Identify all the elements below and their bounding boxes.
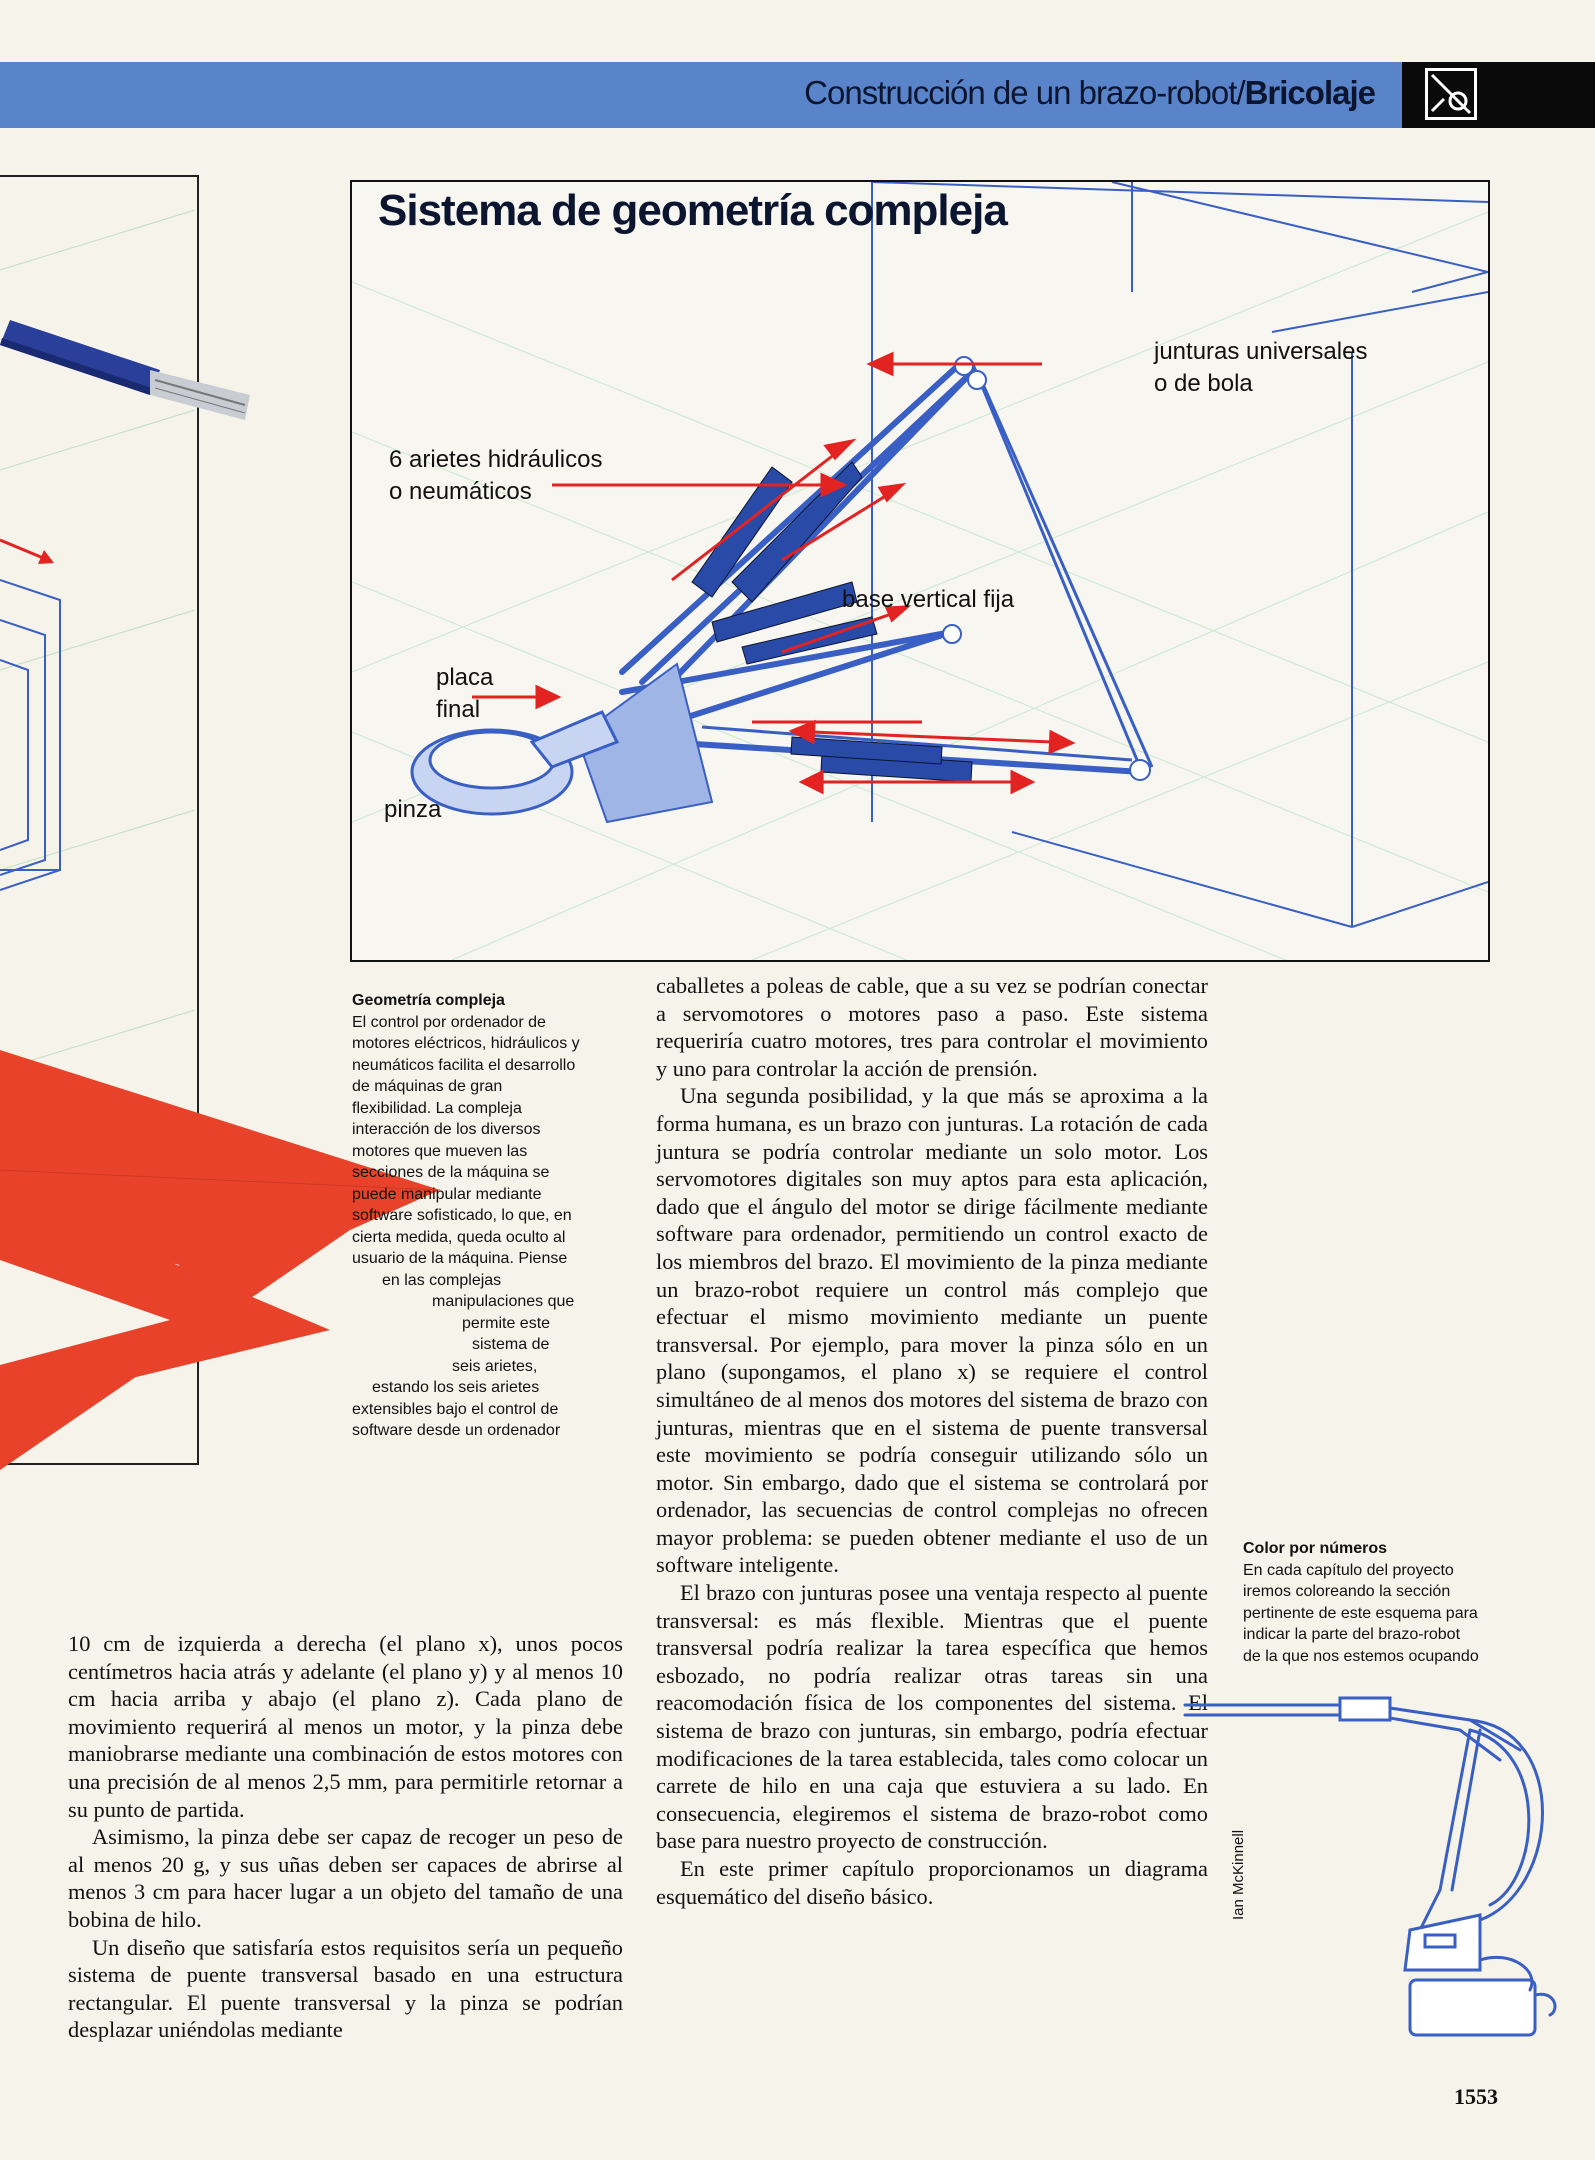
label-joints: junturas universales o de bola (1154, 338, 1368, 397)
pen-icon (0, 320, 250, 420)
section-logo-icon (1425, 68, 1477, 120)
figure-title: Sistema de geometría compleja (378, 186, 1007, 235)
right-column-text: caballetes a poleas de cable, que a su vez se podrían conectar a servomotores o motores paso a paso. Este sistema requeriría cuatro motores, tres para controlar el movimiento y uno para controlar la acción de prensión. Una segunda posibilidad, y la que más se aproxima a la forma humana, es un brazo con junturas. La rotación de cada juntura se podría controlar mediante un solo motor. Los servomotores digitales son muy aptos para esta aplicación, dado que el ángulo del motor se dirige fácilmente mediante software para ordenador, permitiendo un control exacto de los miembros del brazo. El movimiento de la pinza mediante un brazo-robot requiere un control más complejo que efectuar el mismo movimiento mediante un puente transversal. Por ejemplo, para mover la pinza sólo en un plano (supongamos, el plano x) se requiere el control simultáneo de al menos dos motores del sistema de brazo con junturas, mientras que en el sistema de puente transversal este movimiento se podría conseguir utilizando sólo un motor. Sin embargo, dado que el sistema se controlará por ordenador, las secuencias de control complejas no ofrecen mayor problema: se pueden obtener mediante el uso de un software inteligente. El brazo con junturas posee una ventaja respecto al puente transversal: es más flexible. Mientras que el puente transversal podría realizar la tarea específica que hemos esbozado, no podría realizar otras tareas sin una reacomodación física de los componentes del sistema. El sistema de brazo con junturas, sin embargo, podría efectuar modificaciones de la tarea establecida, tales como colocar un carrete de hilo en una caja que estuviera a su lado. En consecuencia, elegiremos el sistema de brazo-robot como base para nuestro proyecto de construcción. En este primer capítulo proporcionamos un diagrama esquemático del diseño básico. (656, 973, 1208, 1909)
label-end-plate: placa final (436, 664, 494, 723)
main-caption: Geometría compleja El control por ordenador de motores eléctricos, hidráulicos y neumáticos facilita el desarrollo de máquinas de gran flexibilidad. La compleja interacción de los diversos motores que mueven las secciones de la máquina se puede manipular mediante software sofisticado, lo que, en cierta medida, queda oculto al usuario de la máquina. Piense en las complejas manipulaciones que permite este sistema de seis arietes, estando los seis arietes extensibles bajo el control de software desde un ordenador (352, 990, 622, 1442)
header-title: Construcción de un brazo-robot/Bricolaje (804, 74, 1375, 111)
hexapod-diagram (352, 182, 1488, 960)
caption-title: Geometría compleja (352, 992, 505, 1009)
label-base: base vertical fija (842, 586, 1015, 613)
label-gripper: pinza (384, 796, 442, 823)
main-figure (350, 180, 1490, 962)
illustration-credit: Ian McKinnell (1230, 1829, 1247, 1920)
color-caption: Color por números En cada capítulo del proyecto iremos coloreando la sección pertinente de este esquema para indicar la parte del brazo-robot de la que nos estemos ocupando (1243, 1540, 1479, 1665)
label-rams: 6 arietes hidráulicos o neumáticos (389, 446, 603, 505)
left-column-text: 10 cm de izquierda a derecha (el plano x), unos pocos centímetros hacia atrás y adelante (el plano y) y al menos 10 cm hacia arriba y abajo (el plano z). Cada plano de movimiento requerirá al menos un motor, y la pinza debe maniobrarse mediante una combinación de estos motores con una precisión de al menos 2,5 mm, para permitirle retornar a su punto de partida. Asimismo, la pinza debe ser capaz de recoger un peso de al menos 20 g, y sus uñas deben ser capaces de abrirse al menos 3 cm para hacer lugar a un objeto del tamaño de una bobina de hilo. Un diseño que satisfaría estos requisitos sería un pequeño sistema de puente transversal basado en una estructura rectangular. El puente transversal y la pinza se podrían desplazar uniéndolas mediante (68, 1631, 623, 2043)
page-number: 1553 (1454, 2084, 1498, 2109)
